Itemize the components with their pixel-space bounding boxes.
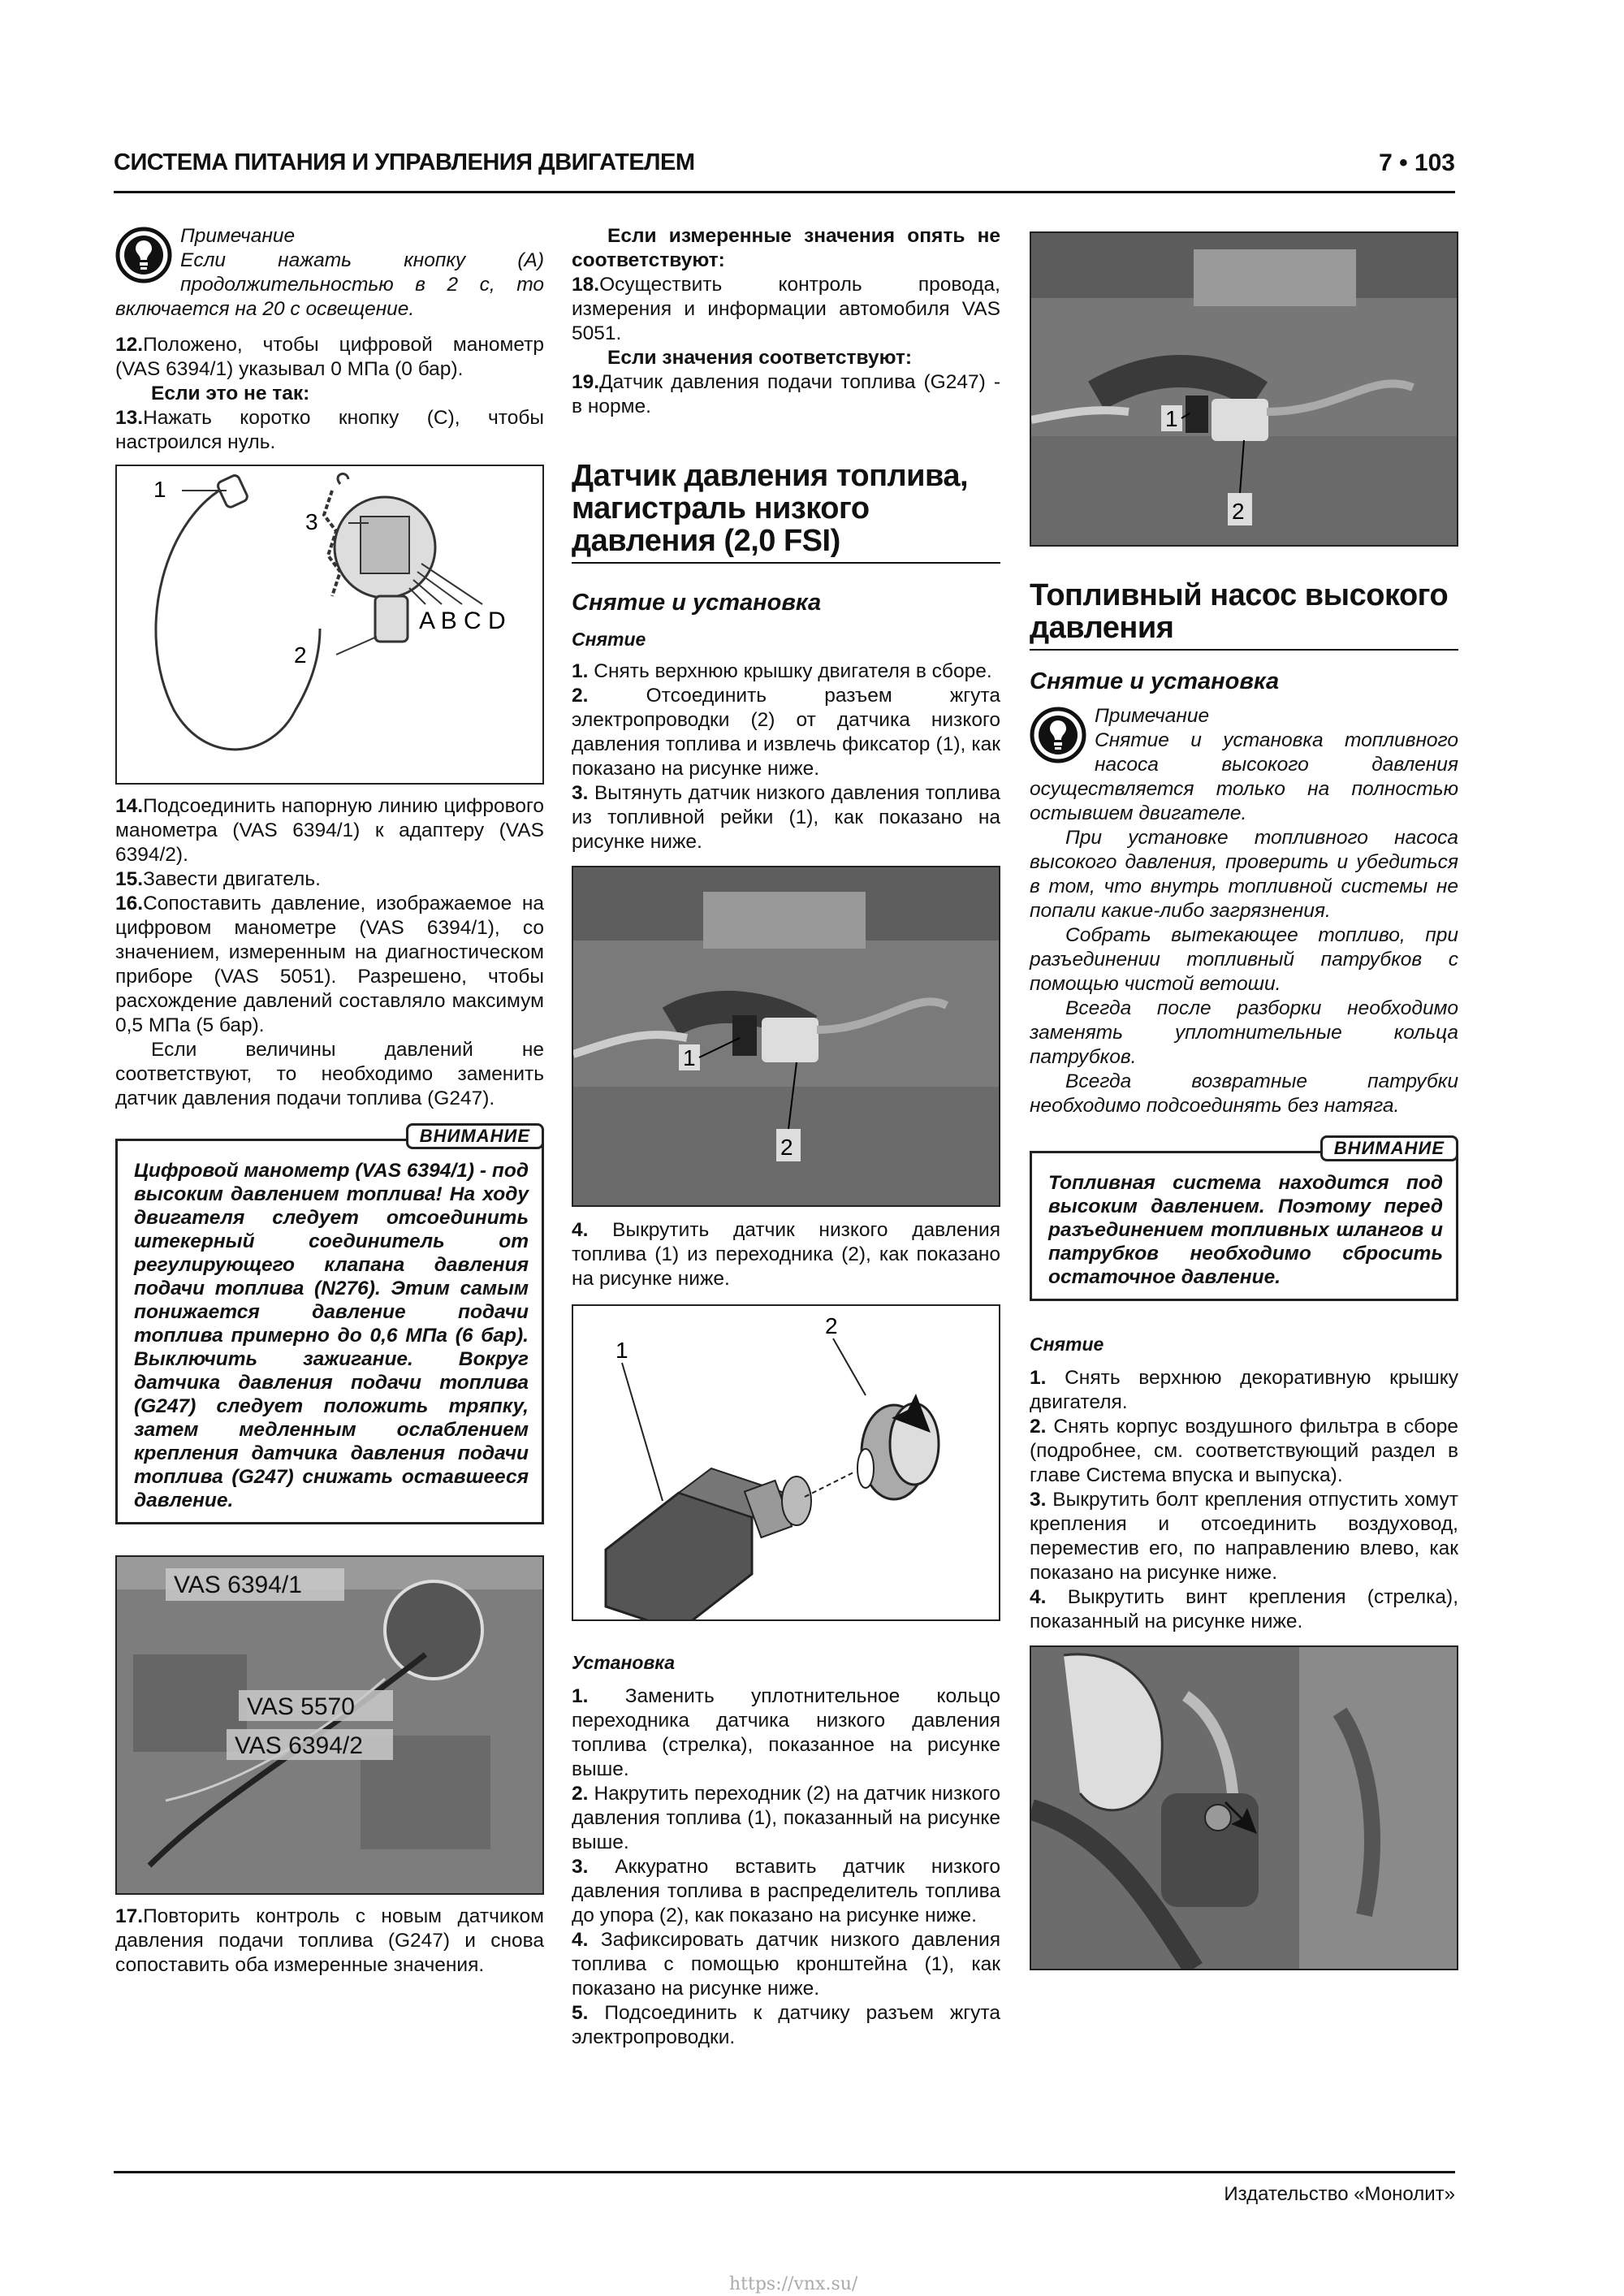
removal-step-1: 1. Снять верхнюю крышку двигателя в сборе. [572, 660, 992, 682]
install-step-3: 3. Аккуратно вставить датчик низкого давления топлива в распределитель топлива до упора (2), как показано на рисунке ниже. [572, 1856, 1001, 1926]
publisher: Издательство «Монолит» [1224, 2183, 1455, 2205]
step-12-condition: Если это не так: [151, 383, 310, 404]
step-13: 13.Нажать коротко кнопку (C), чтобы настроился нуль. [115, 407, 544, 453]
install-step-2: 2. Накрутить переходник (2) на датчик низкого давления топлива (1), показанный на рисунке выше. [572, 1783, 1000, 1853]
hp-warning-tab: ВНИМАНИЕ [1320, 1135, 1458, 1161]
hp-note-4: Всегда после разборки необходимо заменять уплотнительные кольца патрубков. [1030, 997, 1458, 1068]
note-block [115, 224, 544, 322]
fig4-label-2: 2 [825, 1313, 838, 1338]
figure-vas-photo [115, 1555, 544, 1895]
engine-photo-vas [117, 1557, 542, 1893]
note-label: Примечание [180, 225, 296, 247]
engine-photo-bracket [1031, 233, 1457, 545]
fig3-label-2: 2 [780, 1135, 793, 1160]
column-2 [572, 224, 1000, 2050]
note-text: Если нажать кнопку (A) продолжительностью в 2 с, то включается на 20 с освещение. [115, 249, 544, 320]
hp-note-5: Всегда возвратные патрубки необходимо подсоединять без натяга. [1030, 1070, 1458, 1117]
column-1 [115, 224, 544, 1978]
figure-manometer [115, 465, 544, 785]
step-14: 14.Подсоединить напорную линию цифрового манометра (VAS 6394/1) к адаптеру (VAS 6394/2). [115, 795, 544, 866]
step-16: 16.Сопоставить давление, изображаемое на цифровом манометре (VAS 6394/1), со значением, измеренным на диагностическом приборе (VAS 5051). Разрешено, чтобы расхождение давлений составляло максимум 0,5 МПа (5 бар). [115, 893, 544, 1036]
figure-sensor-bracket [1030, 231, 1458, 547]
fig2-label-vas63942: VAS 6394/2 [235, 1732, 363, 1759]
fig2-label-vas63941: VAS 6394/1 [174, 1572, 302, 1598]
figure-sensor-adapter [572, 1304, 1000, 1621]
fig4-label-1: 1 [615, 1338, 628, 1363]
step-19: 19.Датчик давления подачи топлива (G247) - в норме. [572, 371, 1000, 417]
sensor-adapter-drawing [573, 1306, 999, 1619]
step-16-para: Если величины давлений не соответствуют, то необходимо заменить датчик давления подачи топлива (G247). [115, 1039, 544, 1109]
heading-installation: Установка [572, 1652, 676, 1673]
condition-match: Если значения соответствуют: [607, 347, 913, 369]
condition-not-match: Если измеренные значения опять не соответствуют: [572, 225, 1000, 271]
fig5-label-1: 1 [1165, 406, 1178, 431]
hp-removal-step-3: 3. Выкрутить болт крепления отпустить хомут крепления и отсоединить воздуховод, переместив его, по направлению влево, как показано на рисунке ниже. [1030, 1489, 1458, 1584]
hp-note-block [1030, 704, 1458, 826]
fig1-label-3: 3 [305, 509, 318, 534]
fig2-label-vas5570: VAS 5570 [247, 1693, 355, 1720]
fig5-label-2: 2 [1232, 499, 1245, 524]
figure-hp-pump-bolt [1030, 1645, 1458, 1970]
heading-removal: Снятие [572, 629, 646, 650]
step-18: 18.Осуществить контроль провода, измерения и информации автомобиля VAS 5051. [572, 274, 1000, 344]
warning-tab: ВНИМАНИЕ [406, 1123, 544, 1149]
page-number: 7 • 103 [1379, 149, 1455, 176]
install-step-4: 4. Зафиксировать датчик низкого давления топлива с помощью кронштейна (1), как показано на рисунке ниже. [572, 1929, 1001, 2000]
info-bulb-icon [1030, 706, 1086, 764]
install-step-5: 5. Подсоединить к датчику разъем жгута электропроводки. [572, 2002, 1000, 2048]
fig1-label-abcd: A B C D [419, 608, 506, 634]
hp-removal-step-2: 2. Снять корпус воздушного фильтра в сборе (подробнее, см. соответствующий раздел в главе Система впуска и выпуска). [1030, 1416, 1458, 1486]
hp-removal-step-1: 1. Снять верхнюю декоративную крышку двигателя. [1030, 1367, 1459, 1413]
page-footer [114, 2171, 1455, 2205]
fig3-label-1: 1 [683, 1045, 696, 1070]
section-heading-low-pressure: Датчик давления топлива, магистраль низкого давления (2,0 FSI) [572, 460, 1000, 564]
hp-note-label: Примечание [1095, 705, 1210, 727]
section-heading-hp-pump: Топливный насос высокого давления [1030, 579, 1458, 651]
subsection-heading-removal-install: Снятие и установка [572, 590, 822, 616]
hp-warning-text: Топливная система находится под высоким давлением. Поэтому перед разъединением топливных шлангов и патрубков необходимо сбросить остаточное давление. [1048, 1172, 1443, 1288]
step-15: 15.Завести двигатель. [115, 868, 321, 890]
engine-photo-sensor [573, 867, 999, 1205]
fig1-label-2: 2 [294, 642, 307, 668]
step-12: 12.Положено, чтобы цифровой манометр (VAS 6394/1) указывал 0 МПа (0 бар). [115, 334, 544, 380]
hp-note-2: При установке топливного насоса высокого давления, проверить и убедиться в том, что внутрь топливной системы не попали какие-либо загрязнения. [1030, 827, 1458, 922]
subsection-heading-hp-removal-install: Снятие и установка [1030, 668, 1280, 694]
step-17: 17.Повторить контроль с новым датчиком давления подачи топлива (G247) и снова сопоставить оба измеренные значения. [115, 1905, 544, 1976]
warning-box [115, 1126, 544, 1524]
engine-photo-hp-pump [1031, 1647, 1457, 1969]
figure-sensor-connector [572, 866, 1000, 1207]
hp-removal-step-4: 4. Выкрутить винт крепления (стрелка), показанный на рисунке ниже. [1030, 1586, 1459, 1632]
install-step-1: 1. Заменить уплотнительное кольцо переходника датчика низкого давления топлива (стрелка), показанное на рисунке выше. [572, 1685, 1000, 1780]
manometer-diagram [117, 466, 542, 783]
hp-heading-removal: Снятие [1030, 1334, 1104, 1355]
removal-step-4: 4. Выкрутить датчик низкого давления топлива (1) из переходника (2), как показано на рисунке ниже. [572, 1219, 1000, 1290]
removal-step-3: 3. Вытянуть датчик низкого давления топлива из топливной рейки (1), как показано на рисунке ниже. [572, 782, 1001, 853]
page-header [114, 145, 1455, 193]
source-url[interactable]: https://vnx.su/ [729, 2274, 858, 2294]
running-title: СИСТЕМА ПИТАНИЯ И УПРАВЛЕНИЯ ДВИГАТЕЛЕМ [114, 149, 695, 175]
column-3 [1030, 231, 1458, 1970]
fig1-label-1: 1 [153, 477, 166, 502]
warning-text: Цифровой манометр (VAS 6394/1) - под высоким давлением топлива! На ходу двигателя следует отсоединить штекерный соединитель от регулирующего клапана давления подачи топлива (N276). Этим самым понижается давление подачи топлива примерно до 0,6 МПа (6 бар). Выключить зажигание. Вокруг датчика давления подачи топлива (G247) следует положить тряпку, затем медленным ослаблением крепления датчика давления подачи топлива (G247) снижать оставшееся давление. [134, 1160, 529, 1511]
hp-note-text: Снятие и установка топливного насоса высокого давления осуществляется только на полностью остывшем двигателе. [1030, 729, 1458, 824]
hp-warning-box [1030, 1138, 1458, 1301]
hp-note-3: Собрать вытекающее топливо, при разъединении топливный патрубков с помощью чистой ветоши. [1030, 924, 1458, 995]
info-bulb-icon [115, 226, 172, 284]
removal-step-2: 2. Отсоединить разъем жгута электропроводки (2) от датчика низкого давления топлива и извлечь фиксатор (1), как показано на рисунке ниже. [572, 685, 1001, 780]
